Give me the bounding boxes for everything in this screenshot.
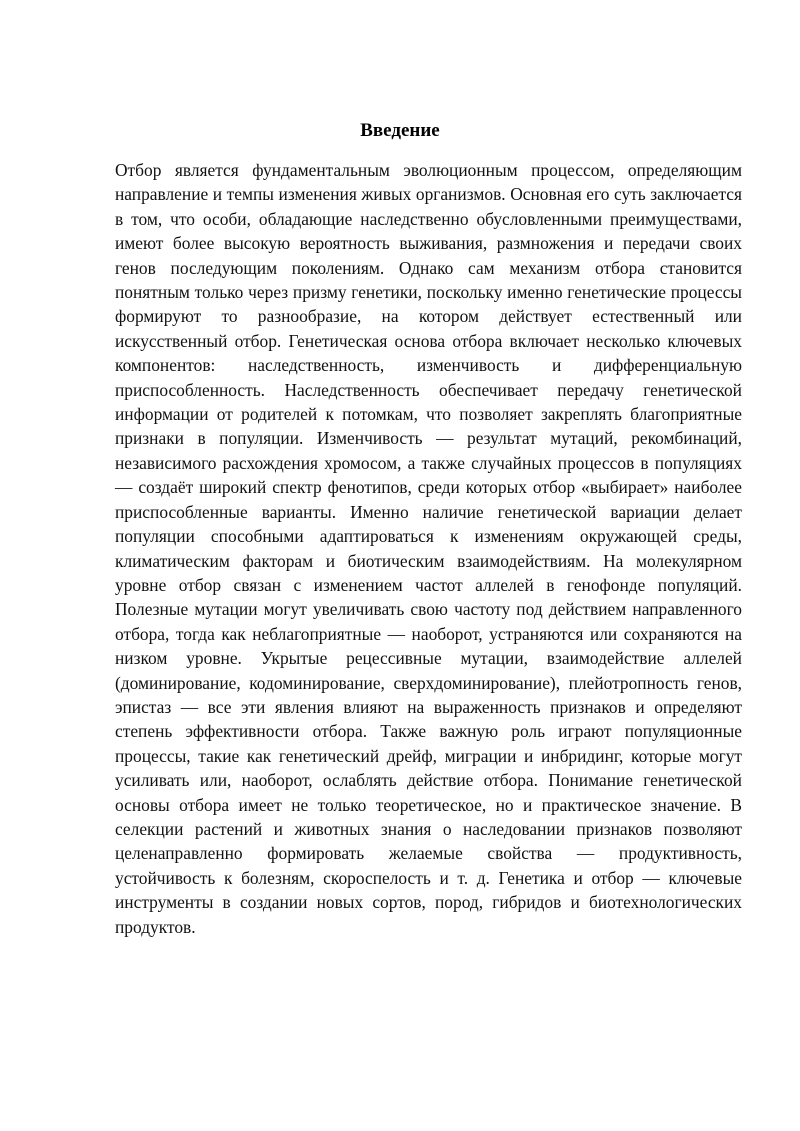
document-title: Введение [360,120,440,141]
document-body-paragraph: Отбор является фундаментальным эволюционным процессом, определяющим направление и темпы изменения живых организмов. Основная его суть заключается в том, что особи, обладающие наследственно обусловленными преимуществами, имеют более высокую вероятность выживания, размножения и передачи своих генов последующим поколениям. Однако сам механизм отбора становится понятным только через призму генетики, поскольку именно генетические процессы формируют то разнообразие, на котором действует естественный или искусственный отбор. Генетическая основа отбора включает несколько ключевых компонентов: наследственность, изменчивость и дифференциальную приспособленность. Наследственность обеспечивает передачу генетической информации от родителей к потомкам, что позволяет закреплять благоприятные признаки в популяции. Изменчивость — результат мутаций, рекомбинаций, независимого расхождения хромосом, а также случайных процессов в популяциях — создаёт широкий спектр фенотипов, среди которых отбор «выбирает» наиболее приспособленные варианты. Именно наличие генетической вариации делает популяции способными адаптироваться к изменениям окружающей среды, климатическим факторам и биотическим взаимодействиям. На молекулярном уровне отбор связан с изменением частот аллелей в генофонде популяций. Полезные мутации могут увеличивать свою частоту под действием направленного отбора, тогда как неблагоприятные — наоборот, устраняются или сохраняются на низком уровне. Укрытые рецессивные мутации, взаимодействие аллелей (доминирование, кодоминирование, сверхдоминирование), плейотропность генов, эпистаз — все эти явления влияют на выраженность признаков и определяют степень эффективности отбора. Также важную роль играют популяционные процессы, такие как генетический дрейф, миграции и инбридинг, которые могут усиливать или, наоборот, ослаблять действие отбора. Понимание генетической основы отбора имеет не только теоретическое, но и практическое значение. В селекции растений и животных знания о наследовании признаков позволяют целенаправленно формировать желаемые свойства — продуктивность, устойчивость к болезням, скороспелость и т. д. Генетика и отбор — ключевые инструменты в создании новых сортов, пород, гибридов и биотехнологических продуктов. [115,160,742,937]
